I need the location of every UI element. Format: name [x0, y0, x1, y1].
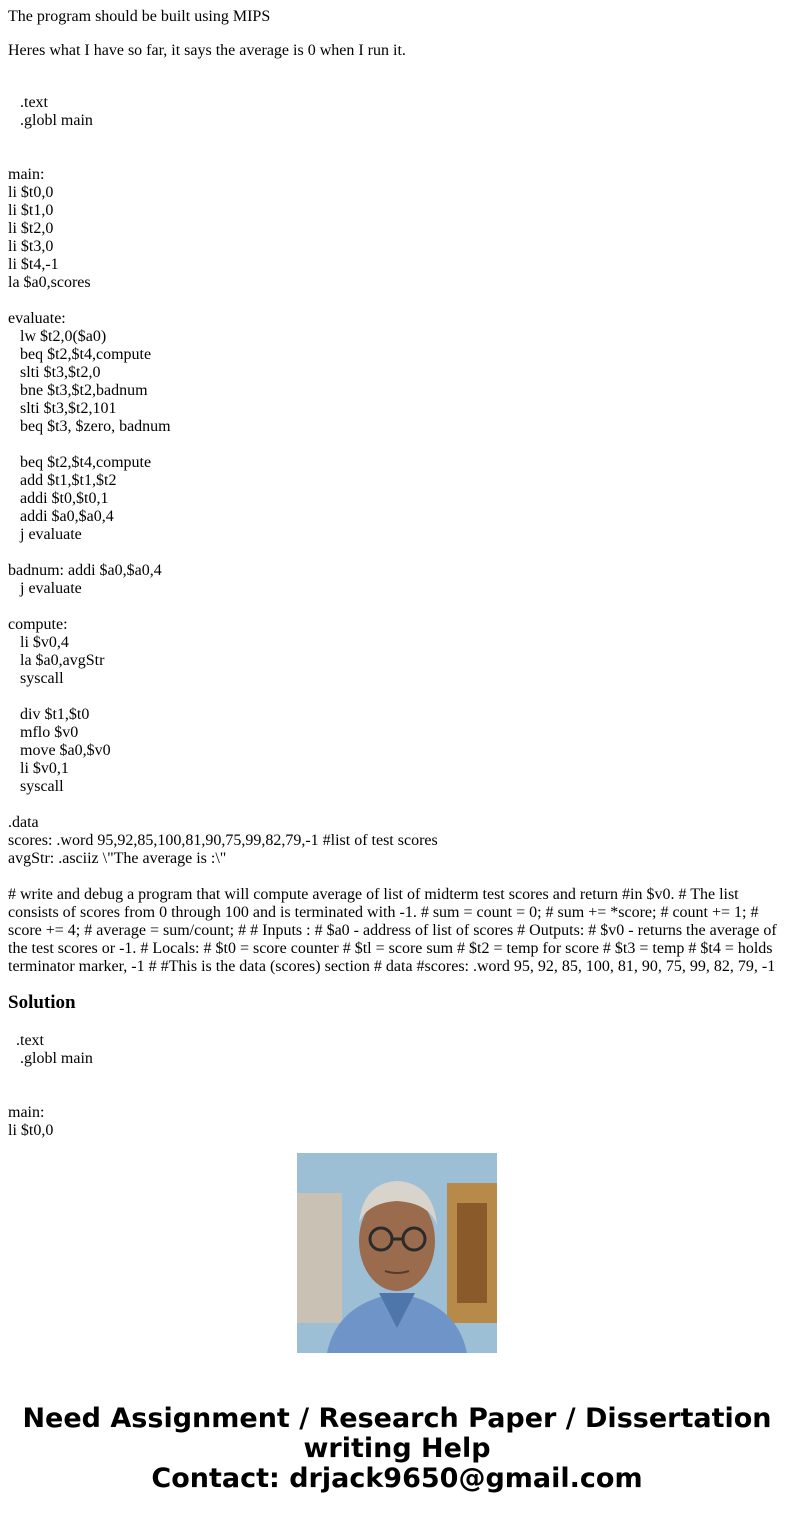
code-line: addi $a0,$a0,4 — [8, 508, 114, 525]
code-line: mflo $v0 — [8, 724, 79, 741]
code-line: slti $t3,$t2,101 — [8, 400, 117, 417]
person-portrait-icon — [297, 1153, 497, 1353]
code-line: j evaluate — [8, 526, 82, 543]
code-line: move $a0,$v0 — [8, 742, 111, 759]
promo-banner — [0, 1404, 794, 1494]
code-line: j evaluate — [8, 580, 82, 597]
intro-text-1: The program should be built using MIPS — [8, 8, 271, 25]
code-line: addi $t0,$t0,1 — [8, 490, 109, 507]
code-line: .globl main — [8, 1050, 93, 1067]
code-line: add $t1,$t1,$t2 — [8, 472, 117, 489]
code-line: avgStr: .asciiz \"The average is :\" — [8, 850, 227, 867]
code-line: bne $t3,$t2,badnum — [8, 382, 148, 399]
code-line: la $a0,scores — [8, 274, 91, 291]
code-line: badnum: addi $a0,$a0,4 — [8, 562, 162, 579]
intro-text-2: Heres what I have so far, it says the average is 0 when I run it. — [8, 42, 406, 59]
code-line: li $t0,0 — [8, 184, 54, 201]
code-line: lw $t2,0($a0) — [8, 328, 107, 345]
code-line: .text — [8, 1032, 44, 1049]
code-line: syscall — [8, 670, 64, 687]
banner-line-2: writing Help — [303, 1433, 491, 1464]
code-line: compute: — [8, 616, 68, 633]
assignment-comment: # write and debug a program that will compute average of list of midterm test scores and return #in $v0. # The list consists of scores from 0 through 100 and is terminated with -1. # sum = count = 0; # sum += *score; # count += 1; # score += 4; # average = sum/count; # # Inputs : # $a0 - address of list of scores # Outputs: # $v0 - returns the average of the test scores or -1. # Locals: # $t0 = score counter # $tl = score sum # $t2 = temp for score # $t3 = temp # $t4 = holds terminator marker, -1 # #This is the data (scores) section # data #scores: .word 95, 92, 85, 100, 81, 90, 75, 99, 82, 79, -1 — [8, 886, 777, 975]
code-line: li $t2,0 — [8, 220, 54, 237]
code-line: slti $t3,$t2,0 — [8, 364, 101, 381]
code-line: beq $t3, $zero, badnum — [8, 418, 171, 435]
code-line: li $t1,0 — [8, 202, 54, 219]
code-line: beq $t2,$t4,compute — [8, 346, 152, 363]
code-line: evaluate: — [8, 310, 66, 327]
banner-contact: Contact: drjack9650@gmail.com — [151, 1463, 643, 1494]
question-code-block — [8, 76, 784, 886]
avatar — [297, 1153, 497, 1353]
code-line: li $t4,-1 — [8, 256, 59, 273]
post-content — [8, 8, 784, 1139]
code-line: beq $t2,$t4,compute — [8, 454, 152, 471]
code-line: li $t0,0 — [8, 1122, 54, 1139]
solution-code-block — [8, 1032, 784, 1140]
code-line: li $t3,0 — [8, 238, 54, 255]
code-line: li $v0,4 — [8, 634, 69, 651]
code-line: li $v0,1 — [8, 760, 69, 777]
code-line: main: — [8, 1104, 45, 1121]
code-line: syscall — [8, 778, 64, 795]
code-line: .text — [8, 94, 48, 111]
banner-line-1: Need Assignment / Research Paper / Dissertation — [22, 1403, 772, 1434]
solution-heading: Solution — [8, 992, 76, 1013]
code-line: la $a0,avgStr — [8, 652, 105, 669]
code-line: .data — [8, 814, 39, 831]
code-line: main: — [8, 166, 45, 183]
code-line: scores: .word 95,92,85,100,81,90,75,99,82,79,-1 #list of test scores — [8, 832, 438, 849]
code-line: .globl main — [8, 112, 93, 129]
code-line: div $t1,$t0 — [8, 706, 90, 723]
